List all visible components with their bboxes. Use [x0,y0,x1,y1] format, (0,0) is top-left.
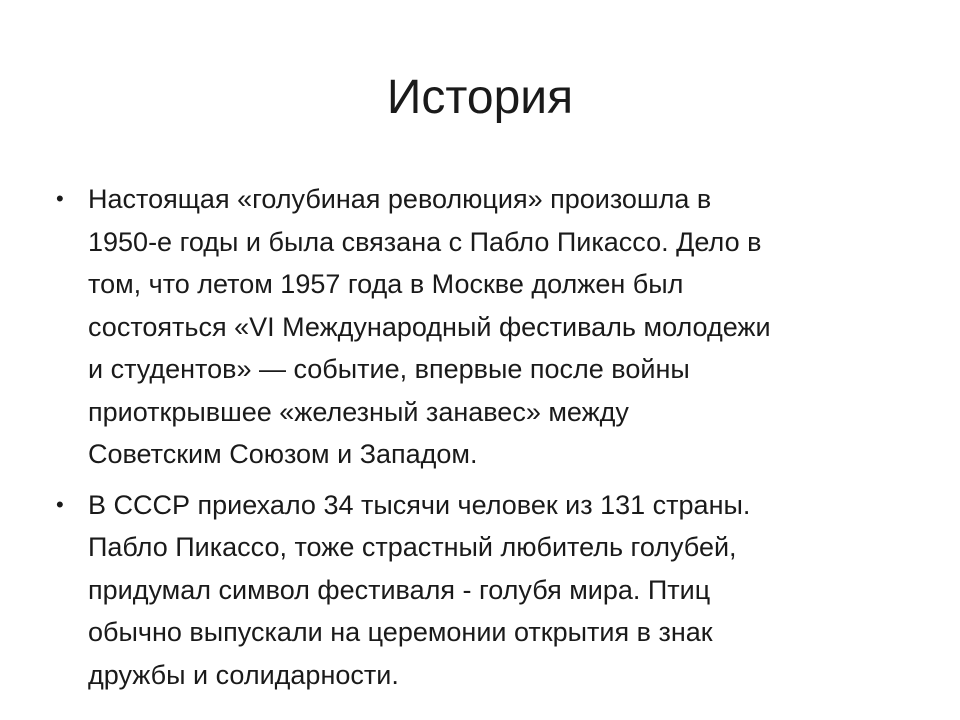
text-line: приоткрывшее «железный занавес» между [88,396,629,427]
slide-title: История [386,71,574,124]
text-line: и студентов» — событие, впервые после войны [88,354,690,384]
text-line: том, что летом 1957 года в Москве должен был [88,269,684,299]
bullet-text [88,484,916,697]
text-line: дружбы и солидарности. [88,659,399,690]
text-line: 1950-е годы и была связана с Пабло Пикассо. Дело в [88,226,762,257]
bullet-item-2 [56,484,916,697]
text-line: Пабло Пикассо, тоже страстный любитель голубей, [88,532,737,562]
text-line: состояться «VI Международный фестиваль молодежи [88,311,771,342]
text-line: Советским Союзом и Западом. [88,439,478,469]
bullet-item-1 [56,178,916,476]
bullet-list [56,178,916,704]
bullet-text [88,178,916,476]
bullet-marker: • [56,186,64,211]
text-line: придумал символ фестиваля - голубя мира. Птиц [88,574,711,605]
text-line: Настоящая «голубиная революция» произошла в [88,184,712,214]
text-line: обычно выпускали на церемонии открытия в знак [88,617,713,647]
bullet-marker: • [56,491,64,517]
text-line: В СССР приехало 34 тысячи человек из 131 страны. [88,489,751,520]
